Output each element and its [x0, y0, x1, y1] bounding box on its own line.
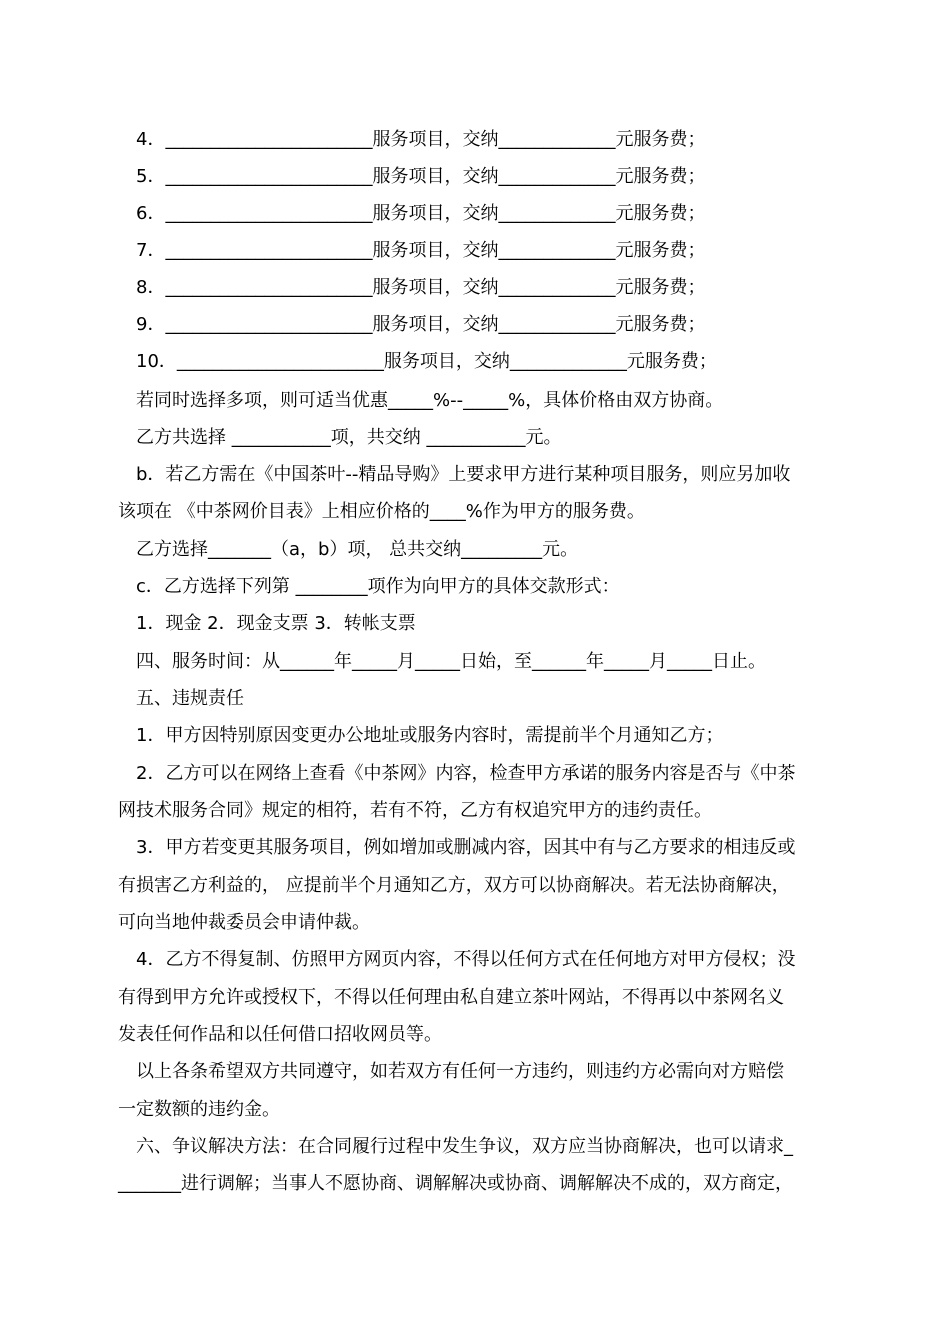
clause-3-line3: 可向当地仲裁委员会申请仲裁。: [118, 912, 370, 933]
clause-2-line2: 网技术服务合同》规定的相符，若有不符，乙方有权追究甲方的违约责任。: [118, 800, 712, 821]
summary-line1: 以上各条希望双方共同遵守，如若双方有任何一方违约，则违约方必需向对方赔偿: [136, 1061, 784, 1082]
section6-line2: _______进行调解；当事人不愿协商、调解解决或协商、调解解决不成的，双方商定，: [118, 1173, 793, 1194]
discount-line: 若同时选择多项，则可适当优惠_____%--_____%，具体价格由双方协商。: [136, 390, 724, 411]
service-item-10: 10．_______________________服务项目，交纳_____________元服务费；: [136, 351, 717, 372]
clause-4-line3: 发表任何作品和以任何借口招收网员等。: [118, 1024, 442, 1045]
service-item-8: 8．_______________________服务项目，交纳_____________元服务费；: [136, 277, 706, 298]
section6-line1: 六、争议解决方法：在合同履行过程中发生争议，双方应当协商解决，也可以请求_: [136, 1136, 793, 1157]
clause-1: 1．甲方因特别原因变更办公地址或服务内容时，需提前半个月通知乙方；: [136, 725, 724, 746]
service-item-6: 6．_______________________服务项目，交纳_____________元服务费；: [136, 203, 706, 224]
service-item-5: 5．_______________________服务项目，交纳_____________元服务费；: [136, 166, 706, 187]
service-item-9: 9．_______________________服务项目，交纳_____________元服务费；: [136, 314, 706, 335]
section5-title: 五、违规责任: [136, 688, 244, 709]
clause-b-select: 乙方选择_______（a，b）项， 总共交纳_________元。: [136, 539, 579, 560]
payment-methods: 1．现金 2．现金支票 3．转帐支票: [136, 613, 416, 634]
service-time: 四、服务时间：从______年_____月_____日始，至______年_____月_____日止。: [136, 651, 766, 672]
clause-3-line2: 有损害乙方利益的， 应提前半个月通知乙方，双方可以协商解决。若无法协商解决，: [118, 875, 790, 896]
clause-3-line1: 3．甲方若变更其服务项目，例如增加或删减内容，因其中有与乙方要求的相违反或: [136, 837, 796, 858]
clause-4-line1: 4．乙方不得复制、仿照甲方网页内容，不得以任何方式在任何地方对甲方侵权；没: [136, 949, 796, 970]
service-item-4: 4．_______________________服务项目，交纳_____________元服务费；: [136, 129, 706, 150]
summary-line2: 一定数额的违约金。: [118, 1099, 280, 1120]
clause-b-line2: 该项在 《中茶网价目表》上相应价格的____%作为甲方的服务费。: [118, 501, 645, 522]
total-select-line: 乙方共选择 ___________项，共交纳 ___________元。: [136, 427, 562, 448]
clause-2-line1: 2．乙方可以在网络上查看《中茶网》内容，检查甲方承诺的服务内容是否与《中茶: [136, 763, 796, 784]
service-item-7: 7．_______________________服务项目，交纳_____________元服务费；: [136, 240, 706, 261]
clause-c-line: c．乙方选择下列第 ________项作为向甲方的具体交款形式：: [136, 576, 620, 597]
clause-b-line1: b．若乙方需在《中国茶叶--精品导购》上要求甲方进行某种项目服务，则应另加收: [136, 464, 791, 485]
clause-4-line2: 有得到甲方允许或授权下，不得以任何理由私自建立茶叶网站，不得再以中茶网名义: [118, 987, 784, 1008]
